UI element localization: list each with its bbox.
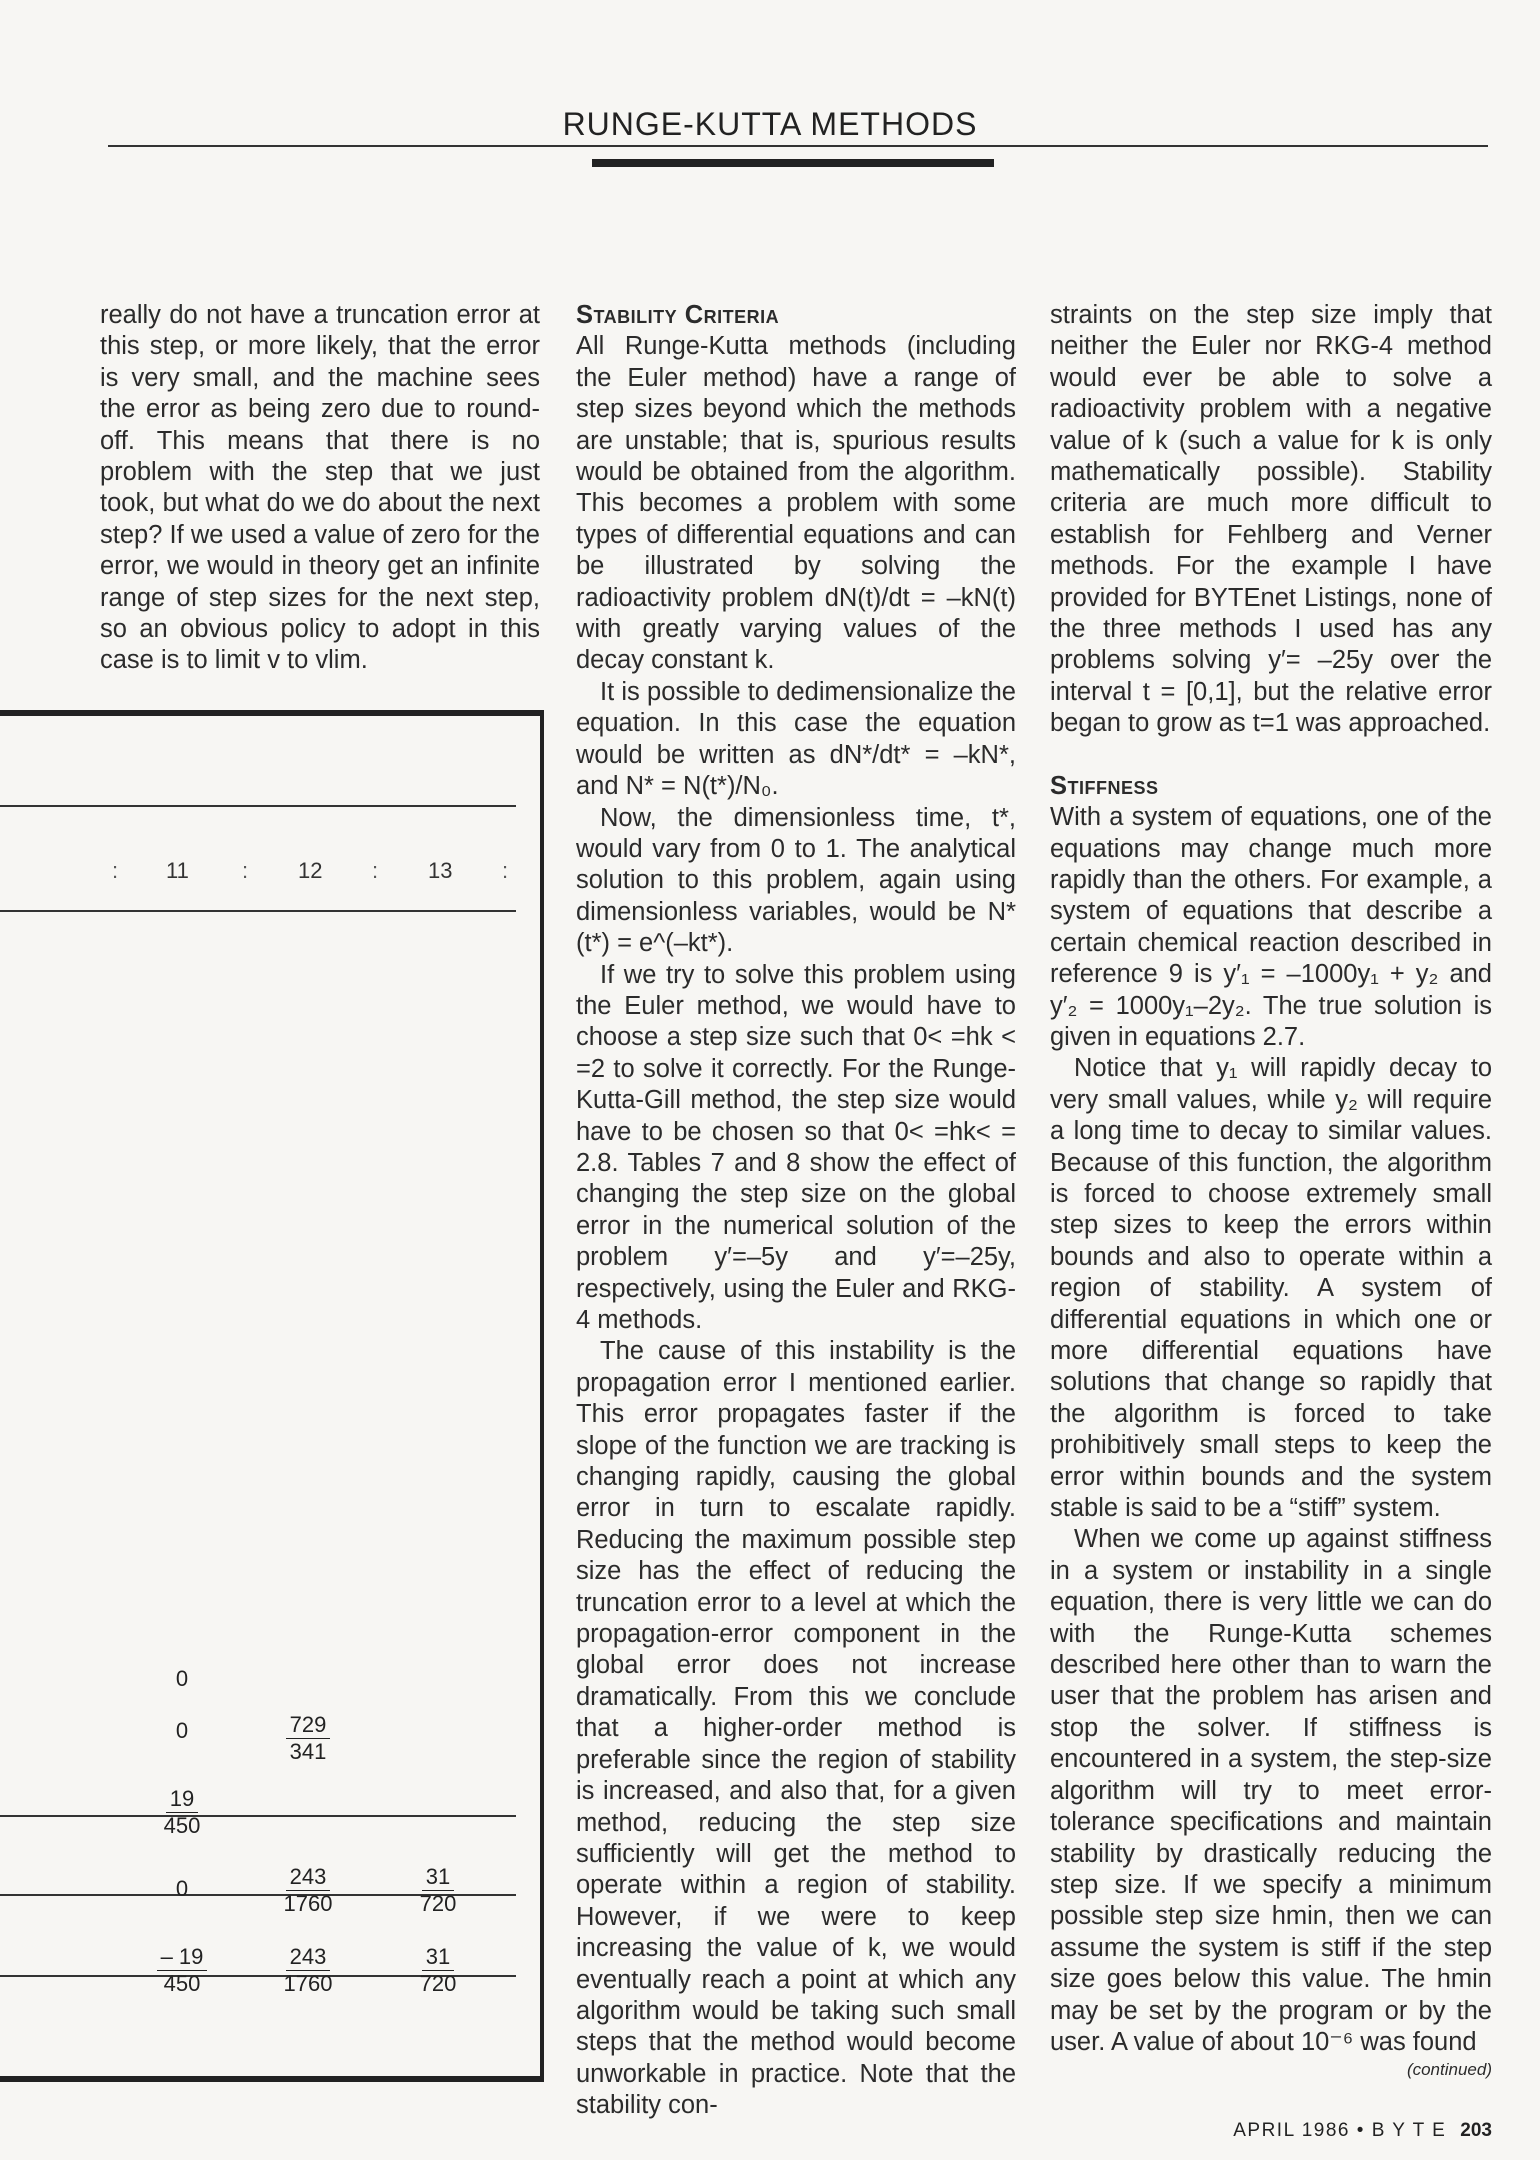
- table-separator: :: [242, 858, 249, 883]
- table-cell-fraction: $\frac{243}{1760}$: [283, 1944, 333, 1996]
- paragraph: If we try to solve this problem using the Euler method, we would have to choose a step size such that 0< =hk < =2 to solve it correctly. For the Runge-Kutta-Gill method, the step size would have to be chosen so that 0< =hk< = 2.8. Tables 7 and 8 show the effect of changing the step size on the global error in the numerical solution of the problem y′=–5y and y′=–25y, respectively, using the Euler and RKG-4 methods.: [576, 960, 1016, 1334]
- column-1: [100, 300, 540, 677]
- table-top-rule: [0, 710, 544, 716]
- table-cell-fraction: $\frac{- 19}{450}$: [142, 1944, 222, 1997]
- paragraph: When we come up against stiffness in a system or instability in a single equation, there is very little we can do with the Runge-Kutta schemes described here other than to warn the user that the problem has arisen and stop the solver. If stiffness is encountered in a system, the step-size algorithm will try to meet error-tolerance specifications and maintain stability by drastically reducing the step size. If we specify a minimum possible step size hmin, then we can assume the system is stiff if the step size goes below this value. The hmin may be set by the program or by the user. A value of about 10⁻⁶ was found: [1050, 1525, 1492, 2056]
- paragraph: All Runge-Kutta methods (including the Euler method) have a range of step sizes beyond which the methods are unstable; that is, spurious results would be obtained from the algorithm. This becomes a problem with some types of differential equations and can be illustrated by solving the radioactivity problem dN(t)/dt = –kN(t) with greatly varying values of the decay constant k.: [576, 332, 1016, 675]
- table-cell-fraction: $\frac{31}{720}$: [419, 1944, 457, 1996]
- table-rule: [0, 910, 516, 912]
- paragraph: It is possible to dedimensionalize the equation. In this case the equation would be written as dN*/dt* = –kN*, and N* = N(t*)/N₀.: [576, 677, 1016, 801]
- table-header-12: 12: [298, 858, 323, 883]
- table-cell-fraction: $\frac{729}{341}$: [268, 1712, 348, 1765]
- column-3: [1050, 300, 1492, 2058]
- table-header-11: 11: [166, 858, 189, 883]
- header-bar: [592, 159, 994, 167]
- table-separator: :: [502, 858, 509, 883]
- section-heading-stability: Stability Criteria: [576, 301, 780, 329]
- column1-paragraph: really do not have a truncation error at this step, or more likely, that the error is very small, and the machine sees the error as being zero due to round-off. This means that there is no problem with the step that we just took, but what do we do about the next step? If we used a value of zero for the error, we would in theory get an infinite range of step sizes for the next step, so an obvious policy to adopt in this case is to limit v to vlim.: [100, 301, 540, 675]
- table-cell-fraction: $\frac{243}{1760}$: [283, 1864, 333, 1916]
- table-right-rule: [540, 712, 544, 2080]
- page-number: 203: [1460, 2120, 1492, 2141]
- table-header-13: 13: [428, 858, 453, 883]
- running-head: RUNGE-KUTTA METHODS: [562, 106, 978, 142]
- paragraph: straints on the step size imply that neither the Euler nor RKG-4 method would ever be able to solve a radioactivity problem with a negative value of k (such a value for k is only mathematically possible). Stability criteria are much more difficult to establish for Fehlberg and Verner methods. For the example I have provided for BYTEnet Listings, none of the three methods I used has any problems solving y′= –25y over the interval t = [0,1], but the relative error began to grow as t=1 was approached.: [1050, 301, 1492, 738]
- table-cell-fraction: $\frac{19}{450}$: [163, 1786, 201, 1838]
- table-cell: 0: [175, 1666, 189, 1691]
- table-rule: [0, 805, 516, 807]
- paragraph: With a system of equations, one of the equations may change much more rapidly than the others. For example, a system of equations that describe a certain chemical reaction described in reference 9 is y′₁ = –1000y₁ + y₂ and y′₂ = 1000y₁–2y₂. The true solution is given in equations 2.7.: [1050, 803, 1492, 1051]
- paragraph: The cause of this instability is the propagation error I mentioned earlier. This error propagates faster if the slope of the function we are tracking is changing rapidly, causing the global error in turn to escalate rapidly. Reducing the maximum possible step size has the effect of reducing the truncation error to a level at which the propagation-error component in the global error does not increase dramatically. From this we conclude that a higher-order method is preferable since the region of stability is increased, and also that, for a given method, reducing the step size sufficiently will get the method to operate within a region of stability. However, if we were to keep increasing the value of k, we would eventually reach a point at which any algorithm would be taking such small steps that the method would become unworkable in practice. Note that the stability con-: [576, 1337, 1016, 2120]
- header-rule: [108, 145, 1488, 147]
- continued-note: (continued): [1406, 2060, 1492, 2079]
- table-bottom-rule: [0, 2076, 544, 2082]
- page-footer: [1233, 2120, 1492, 2142]
- column-2: [576, 300, 1016, 2122]
- table-separator: :: [112, 858, 119, 883]
- footer-date: APRIL 1986 • B Y T E: [1233, 2120, 1447, 2141]
- paragraph: Notice that y₁ will rapidly decay to very small values, while y₂ will require a long time to decay to similar values. Because of this function, the algorithm is forced to choose extremely small step sizes to keep the errors within bounds and also to operate within a region of stability. A system of differential equations in which one or more differential equations have solutions that change so rapidly that the algorithm is forced to take prohibitively small steps to keep the error within bounds and the system stable is said to be a “stiff” system.: [1050, 1054, 1492, 1523]
- paragraph: Now, the dimensionless time, t*, would vary from 0 to 1. The analytical solution to this problem, again using dimensionless variables, would be N*(t*) = e^(–kt*).: [576, 803, 1016, 958]
- table-cell-fraction: $\frac{31}{720}$: [419, 1864, 457, 1916]
- table-cell: 0: [175, 1876, 189, 1901]
- section-heading-stiffness: Stiffness: [1050, 771, 1159, 800]
- table-rule: [0, 1815, 516, 1817]
- table-separator: :: [372, 858, 379, 883]
- table-cell: 0: [175, 1718, 189, 1743]
